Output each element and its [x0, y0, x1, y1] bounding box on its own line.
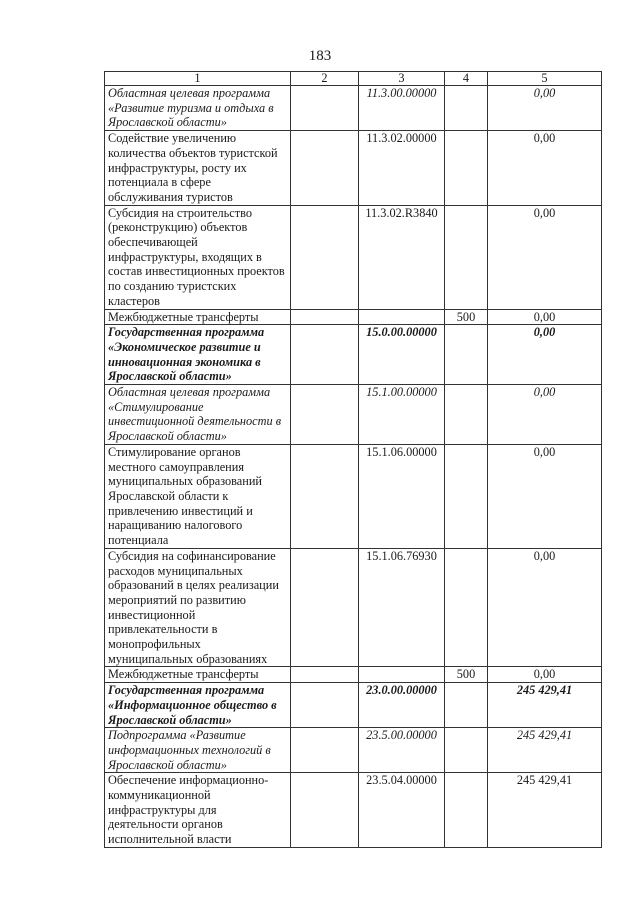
column-header: 1	[105, 72, 291, 86]
row-amount-cell: 245 429,41	[488, 728, 602, 773]
row-code-cell: 15.1.00.00000	[359, 385, 445, 445]
table-row	[105, 667, 602, 683]
row-amount-cell: 0,00	[488, 86, 602, 131]
row-amount-cell: 0,00	[488, 548, 602, 667]
row-type-cell	[445, 548, 488, 667]
row-name-cell: Подпрограмма «Развитие информационных технологий в Ярославской области»	[105, 728, 291, 773]
table-row	[105, 325, 602, 385]
row-amount-cell: 0,00	[488, 205, 602, 309]
row-col2-cell	[291, 385, 359, 445]
table-row	[105, 309, 602, 325]
row-name-cell: Областная целевая программа «Стимулирование инвестиционной деятельности в Ярославской области»	[105, 385, 291, 445]
header-row	[105, 72, 602, 86]
row-amount-cell: 0,00	[488, 309, 602, 325]
row-name-cell: Субсидия на строительство (реконструкцию) объектов обеспечивающей инфраструктуры, входящих в состав инвестиционных проектов по созданию туристских кластеров	[105, 205, 291, 309]
page-number: 183	[308, 48, 332, 64]
row-type-cell	[445, 728, 488, 773]
row-col2-cell	[291, 548, 359, 667]
row-name-cell: Субсидия на софинансирование расходов муниципальных образований в целях реализации мероприятий по развитию инвестиционной привлекательности в монопрофильных муниципальных образованиях	[105, 548, 291, 667]
row-col2-cell	[291, 667, 359, 683]
row-amount-cell: 0,00	[488, 444, 602, 548]
row-code-cell: 11.3.02.00000	[359, 131, 445, 206]
row-name-cell: Стимулирование органов местного самоуправления муниципальных образований Ярославской области к привлечению инвестиций и наращиванию налогового потенциала	[105, 444, 291, 548]
row-code-cell: 15.0.00.00000	[359, 325, 445, 385]
table-row	[105, 683, 602, 728]
row-code-cell: 11.3.00.00000	[359, 86, 445, 131]
row-type-cell: 500	[445, 309, 488, 325]
row-col2-cell	[291, 683, 359, 728]
column-header: 2	[291, 72, 359, 86]
row-type-cell	[445, 325, 488, 385]
row-type-cell	[445, 773, 488, 848]
row-amount-cell: 245 429,41	[488, 773, 602, 848]
row-code-cell: 23.5.00.00000	[359, 728, 445, 773]
row-col2-cell	[291, 309, 359, 325]
row-name-cell: Обеспечение информационно-коммуникационной инфраструктуры для деятельности органов исполнительной власти	[105, 773, 291, 848]
row-type-cell	[445, 444, 488, 548]
column-header: 4	[445, 72, 488, 86]
row-col2-cell	[291, 444, 359, 548]
row-col2-cell	[291, 728, 359, 773]
table-row	[105, 385, 602, 445]
row-name-cell: Содействие увеличению количества объектов туристской инфраструктуры, росту их потенциала в сфере обслуживания туристов	[105, 131, 291, 206]
row-type-cell	[445, 86, 488, 131]
row-code-cell: 15.1.06.00000	[359, 444, 445, 548]
table-row	[105, 728, 602, 773]
row-code-cell	[359, 667, 445, 683]
row-code-cell: 15.1.06.76930	[359, 548, 445, 667]
row-name-cell: Государственная программа «Информационное общество в Ярославской области»	[105, 683, 291, 728]
row-amount-cell: 0,00	[488, 131, 602, 206]
table-row	[105, 86, 602, 131]
row-code-cell: 23.5.04.00000	[359, 773, 445, 848]
row-col2-cell	[291, 773, 359, 848]
row-type-cell	[445, 205, 488, 309]
column-header: 5	[488, 72, 602, 86]
row-amount-cell: 0,00	[488, 325, 602, 385]
row-name-cell: Областная целевая программа «Развитие туризма и отдыха в Ярославской области»	[105, 86, 291, 131]
row-amount-cell: 245 429,41	[488, 683, 602, 728]
table-row	[105, 548, 602, 667]
row-type-cell: 500	[445, 667, 488, 683]
row-amount-cell: 0,00	[488, 667, 602, 683]
row-code-cell: 11.3.02.R3840	[359, 205, 445, 309]
row-type-cell	[445, 683, 488, 728]
table-row	[105, 205, 602, 309]
row-type-cell	[445, 385, 488, 445]
row-name-cell: Межбюджетные трансферты	[105, 667, 291, 683]
row-code-cell: 23.0.00.00000	[359, 683, 445, 728]
budget-table	[104, 71, 602, 848]
row-name-cell: Межбюджетные трансферты	[105, 309, 291, 325]
row-col2-cell	[291, 205, 359, 309]
column-header: 3	[359, 72, 445, 86]
table-row	[105, 131, 602, 206]
row-col2-cell	[291, 325, 359, 385]
table-row	[105, 773, 602, 848]
row-type-cell	[445, 131, 488, 206]
row-col2-cell	[291, 86, 359, 131]
row-code-cell	[359, 309, 445, 325]
table-row	[105, 444, 602, 548]
row-col2-cell	[291, 131, 359, 206]
row-name-cell: Государственная программа «Экономическое развитие и инновационная экономика в Ярославской области»	[105, 325, 291, 385]
row-amount-cell: 0,00	[488, 385, 602, 445]
